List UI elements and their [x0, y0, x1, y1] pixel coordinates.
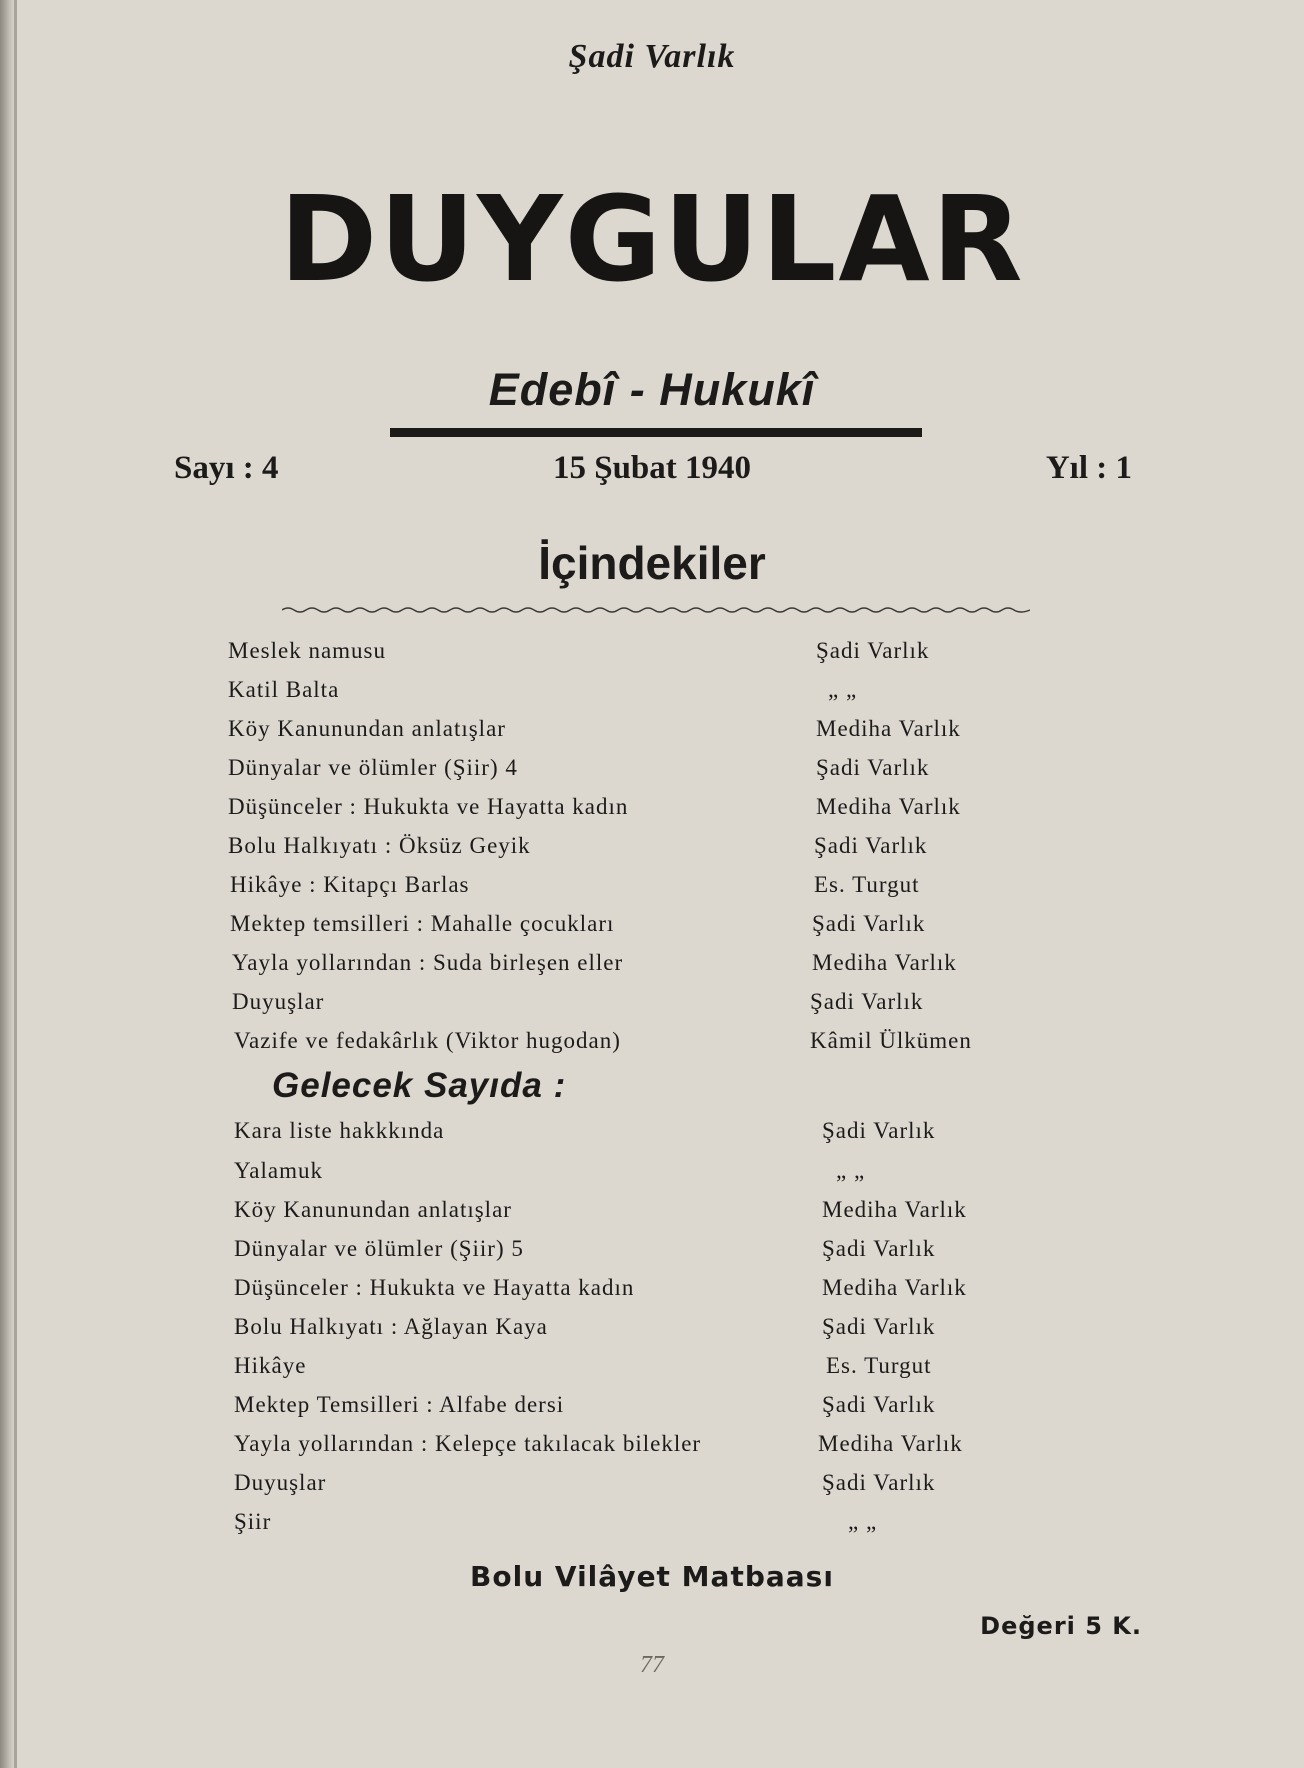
next-issue-item-author: „ „ [848, 1509, 878, 1534]
price-label: Değeri 5 K. [980, 1612, 1142, 1640]
page-number: 77 [640, 1652, 664, 1678]
contents-item-author: Şadi Varlık [810, 989, 924, 1014]
issue-number: Sayı : 4 [174, 450, 279, 486]
next-issue-item-title: Düşünceler : Hukukta ve Hayatta kadın [234, 1275, 635, 1300]
next-issue-item-author: Şadi Varlık [822, 1470, 936, 1495]
next-issue-item [0, 1509, 1304, 1545]
contents-item-title: Mektep temsilleri : Mahalle çocukları [230, 911, 615, 936]
contents-item-author: Kâmil Ülkümen [810, 1028, 972, 1053]
contents-item-author: Şadi Varlık [812, 911, 926, 936]
contents-item-title: Köy Kanunundan anlatışlar [228, 716, 506, 741]
next-issue-item [0, 1236, 1304, 1272]
next-issue-item-title: Kara liste hakkkında [234, 1118, 445, 1143]
next-issue-item-author: Mediha Varlık [822, 1275, 967, 1300]
contents-item [0, 638, 1304, 674]
next-issue-item-title: Yayla yollarından : Kelepçe takılacak bilekler [234, 1431, 702, 1456]
next-issue-item-title: Mektep Temsilleri : Alfabe dersi [234, 1392, 565, 1417]
contents-item [0, 872, 1304, 908]
next-issue-item [0, 1158, 1304, 1194]
next-issue-item [0, 1431, 1304, 1467]
author-name: Şadi Varlık [568, 38, 736, 75]
contents-item [0, 716, 1304, 752]
magazine-subtitle: Edebî - Hukukî [488, 364, 816, 415]
next-issue-item [0, 1275, 1304, 1311]
next-issue-item-title: Hikâye [234, 1353, 307, 1378]
printer-name: Bolu Vilâyet Matbaası [470, 1560, 834, 1593]
next-issue-item-author: Şadi Varlık [822, 1392, 936, 1417]
next-issue-item-title: Dünyalar ve ölümler (Şiir) 5 [234, 1236, 524, 1261]
contents-item [0, 950, 1304, 986]
contents-item-title: Düşünceler : Hukukta ve Hayatta kadın [228, 794, 629, 819]
contents-item-author: Mediha Varlık [812, 950, 957, 975]
magazine-title: DUYGULAR [279, 170, 1025, 308]
next-issue-item [0, 1314, 1304, 1350]
next-issue-item-title: Duyuşlar [234, 1470, 327, 1495]
contents-item-title: Hikâye : Kitapçı Barlas [230, 872, 470, 897]
next-issue-item [0, 1470, 1304, 1506]
next-issue-item [0, 1197, 1304, 1233]
next-issue-item-author: „ „ [836, 1158, 866, 1183]
next-issue-item-title: Şiir [234, 1509, 272, 1534]
next-issue-item [0, 1353, 1304, 1389]
contents-item-title: Yayla yollarından : Suda birleşen eller [232, 950, 624, 975]
contents-item [0, 794, 1304, 830]
contents-item [0, 833, 1304, 869]
issue-date: 15 Şubat 1940 [552, 450, 752, 486]
next-issue-item-author: Mediha Varlık [822, 1197, 967, 1222]
next-issue-item-author: Şadi Varlık [822, 1236, 936, 1261]
contents-item [0, 1028, 1304, 1064]
contents-item-author: Şadi Varlık [816, 755, 930, 780]
wavy-divider [282, 604, 1030, 616]
next-issue-item-author: Es. Turgut [826, 1353, 932, 1378]
contents-item-author: Mediha Varlık [816, 794, 961, 819]
contents-item-title: Dünyalar ve ölümler (Şiir) 4 [228, 755, 518, 780]
contents-item-title: Bolu Halkıyatı : Öksüz Geyik [228, 833, 531, 858]
contents-item-title: Katil Balta [228, 677, 340, 702]
next-issue-item-title: Yalamuk [234, 1158, 324, 1183]
next-issue-item-author: Şadi Varlık [822, 1118, 936, 1143]
contents-item [0, 755, 1304, 791]
issue-year: Yıl : 1 [1045, 450, 1132, 486]
next-issue-item [0, 1392, 1304, 1428]
contents-item-author: „ „ [828, 677, 858, 702]
contents-heading: İçindekiler [538, 537, 766, 589]
next-issue-item-author: Mediha Varlık [818, 1431, 963, 1456]
next-issue-item-author: Şadi Varlık [822, 1314, 936, 1339]
contents-item [0, 677, 1304, 713]
contents-item-author: Şadi Varlık [816, 638, 930, 663]
contents-item [0, 989, 1304, 1025]
next-issue-item-title: Köy Kanunundan anlatışlar [234, 1197, 512, 1222]
next-issue-item [0, 1118, 1304, 1154]
contents-item-author: Es. Turgut [814, 872, 920, 897]
contents-item-author: Şadi Varlık [814, 833, 928, 858]
contents-item-title: Duyuşlar [232, 989, 325, 1014]
next-issue-item-title: Bolu Halkıyatı : Ağlayan Kaya [234, 1314, 548, 1339]
contents-item-author: Mediha Varlık [816, 716, 961, 741]
title-rule [390, 428, 922, 437]
next-issue-heading: Gelecek Sayıda : [272, 1066, 567, 1105]
contents-item [0, 911, 1304, 947]
contents-item-title: Meslek namusu [228, 638, 387, 663]
contents-item-title: Vazife ve fedakârlık (Viktor hugodan) [234, 1028, 621, 1053]
